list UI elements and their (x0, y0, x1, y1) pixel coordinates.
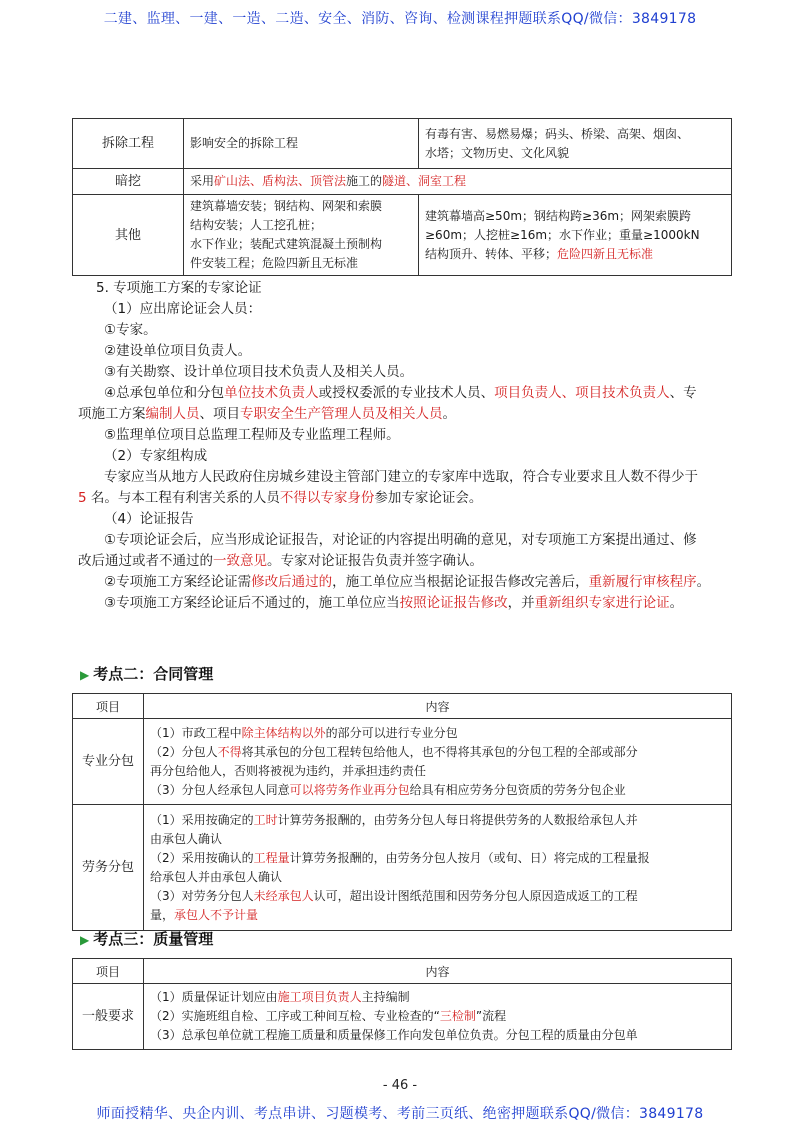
triangle-bullet-icon: ▶ (80, 933, 90, 947)
list-item: ③有关勘察、设计单位项目技术负责人及相关人员。 (104, 364, 414, 380)
row-middle: 建筑幕墙安装；钢结构、网架和索膜 结构安装；人工挖孔桩； 水下作业；装配式建筑混凝土预制构 件安装工程；危险四新且无标准 (184, 195, 419, 276)
row-middle: 影响安全的拆除工程 (184, 119, 419, 169)
paragraph: ③专项施工方案经论证后不通过的，施工单位应当按照论证报告修改，并重新组织专家进行论证。 (104, 595, 684, 611)
paragraph-continued: 改后通过或者不通过的一致意见。专家对论证报告负责并签字确认。 (78, 553, 483, 569)
row-label: 暗挖 (73, 169, 184, 195)
column-header: 项目 (73, 694, 144, 719)
column-header: 内容 (144, 694, 732, 719)
row-label: 专业分包 (73, 719, 144, 805)
expert-review-section (78, 278, 728, 614)
subheading: （2）专家组构成 (104, 448, 208, 464)
table-header-row (73, 694, 732, 719)
page-number: - 46 - (382, 1078, 418, 1093)
table-row (73, 719, 732, 805)
row-label: 拆除工程 (73, 119, 184, 169)
list-item: ①专家。 (104, 322, 157, 338)
paragraph: ②专项施工方案经论证需修改后通过的，施工单位应当根据论证报告修改完善后，重新履行审核程序。 (104, 574, 711, 590)
row-content: 采用矿山法、盾构法、顶管法施工的隧道、洞室工程 (184, 169, 732, 195)
subheading: （4）论证报告 (104, 511, 194, 527)
table-row (73, 169, 732, 195)
page-header-banner: 二建、监理、一建、一造、二造、安全、消防、咨询、检测课程押题联系QQ/微信：3849178 (103, 11, 697, 27)
contract-management-table (72, 693, 732, 931)
list-item: ④总承包单位和分包单位技术负责人或授权委派的专业技术人员、项目负责人、项目技术负责人、专 (104, 385, 697, 401)
column-header: 内容 (144, 959, 732, 984)
row-right: 有毒有害、易燃易爆；码头、桥梁、高架、烟囱、 水塔；文物历史、文化风貌 (419, 119, 732, 169)
project-scope-table (72, 118, 732, 276)
row-right: 建筑幕墙高≥50m；钢结构跨≥36m；网架索膜跨 ≥60m；人挖桩≥16m；水下作业；重量≥1000kN 结构顶升、转体、平移；危险四新且无标准 (419, 195, 732, 276)
section-title: 5. 专项施工方案的专家论证 (96, 280, 262, 296)
list-item: ②建设单位项目负责人。 (104, 343, 252, 359)
row-label: 其他 (73, 195, 184, 276)
list-item: ⑤监理单位项目总监理工程师及专业监理工程师。 (104, 427, 400, 443)
row-content: （1）采用按确定的工时计算劳务报酬的，由劳务分包人每日将提供劳务的人数报给承包人并 由承包人确认 （2）采用按确认的工程量计算劳务报酬的，由劳务分包人按月（或旬、日）将完成的工程量报 给承包人并由承包人确认 （3）对劳务分包人未经承包人认可，超出设计图纸范围和因劳务分包人原因造成返工的工程 量，承包人不予计量 (144, 805, 732, 931)
list-item-continued: 项施工方案编制人员、项目专职安全生产管理人员及相关人员。 (78, 406, 456, 422)
table-row (73, 984, 732, 1050)
table-header-row (73, 959, 732, 984)
subheading: （1）应出席论证会人员： (104, 301, 262, 317)
table-row (73, 119, 732, 169)
row-content: （1）质量保证计划应由施工项目负责人主持编制 （2）实施班组自检、工序或工种间互检、专业检查的“三检制”流程 （3）总承包单位就工程施工质量和质量保修工作向发包单位负责。分包工程的质量由分包单 (144, 984, 732, 1050)
table-row (73, 805, 732, 931)
paragraph-continued: 5 名。与本工程有利害关系的人员不得以专家身份参加专家论证会。 (78, 490, 483, 506)
row-content: （1）市政工程中除主体结构以外的部分可以进行专业分包 （2）分包人不得将其承包的分包工程转包给他人，也不得将其承包的分包工程的全部或部分 再分包给他人，否则将被视为违约，并承担违约责任 （3）分包人经承包人同意可以将劳务作业再分包给具有相应劳务分包资质的劳务分包企业 (144, 719, 732, 805)
paragraph: 专家应当从地方人民政府住房城乡建设主管部门建立的专家库中选取，符合专业要求且人数不得少于 (104, 469, 698, 485)
page-footer-banner: 师面授精华、央企内训、考点串讲、习题模考、考前三页纸、绝密押题联系QQ/微信：3849178 (96, 1106, 704, 1122)
row-label: 劳务分包 (73, 805, 144, 931)
triangle-bullet-icon: ▶ (80, 668, 90, 682)
quality-management-table (72, 958, 732, 1050)
paragraph: ①专项论证会后，应当形成论证报告，对论证的内容提出明确的意见，对专项施工方案提出通过、修 (104, 532, 697, 548)
section-heading-quality: ▶ 考点三：质量管理 (80, 930, 214, 948)
section-heading-contract: ▶ 考点二：合同管理 (80, 665, 214, 683)
column-header: 项目 (73, 959, 144, 984)
row-label: 一般要求 (73, 984, 144, 1050)
table-row (73, 195, 732, 276)
